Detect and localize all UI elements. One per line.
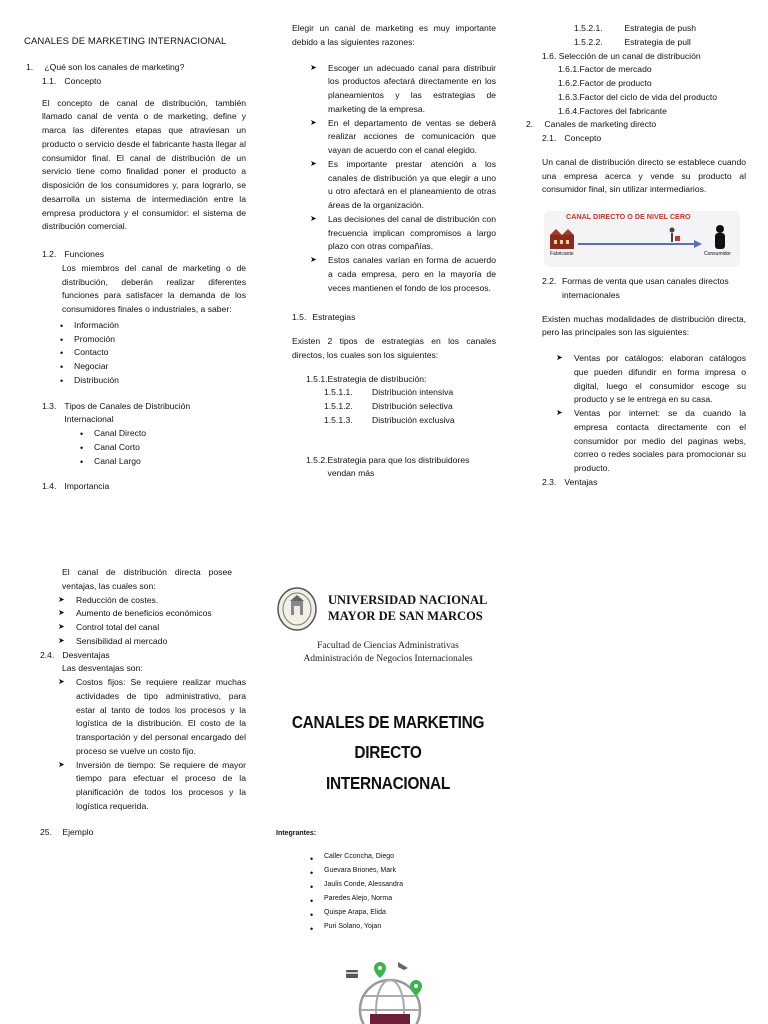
cover-title-line2: DIRECTO (354, 742, 422, 763)
list-item: • Información (60, 319, 246, 333)
heading-2-5-num: 25. (40, 826, 52, 837)
list-item-num: 1.5.1.2. (324, 401, 353, 411)
list-item-num: 1.6.1. (558, 64, 580, 75)
ventajas-intro: El canal de distribución directa posee ventajas, las cuales son: (62, 567, 232, 591)
channel-arrowhead (694, 240, 702, 248)
tipos-list (24, 427, 246, 468)
list-item: ➤ En el departamento de ventas se deberá realizar acciones de comunicación que vayan de acuerdo con el canal elegido. (308, 117, 496, 158)
heading-2-4-num: 2.4. (40, 649, 55, 660)
list-item: ➤ Costos fijos: Se requiere realizar muchas actividades de tipo administrativo, para estar al tanto de todos los procesos y la logística de la distribución. El costo de la transportación y del personal encargado del proceso se vuelve un costo fijo. (56, 676, 246, 759)
heading-1-4-num: 1.4. (42, 481, 57, 492)
university-line1: UNIVERSIDAD NACIONAL (328, 593, 488, 608)
list-item-num: 1.6.2. (558, 78, 580, 88)
concepto-paragraph: El concepto de canal de distribución, también llamado canal de venta o de marketing, define y marca las diferentes etapas que atraviesan un producto o servicio desde el fabricante hasta llegar al consumidor final. El canal de distribución de un servicio tiene como finalidad poner el producto a disposición de los consumidores y, para lograrlo, se desarrolla un sistema de intermediación entre la empresa productora y el consumidor: el sistema de distribución comercial. (42, 97, 246, 232)
list-item (324, 386, 496, 400)
global-trade-icon (340, 960, 440, 1024)
list-item: ➤ Control total del canal (56, 621, 246, 635)
list-item (558, 77, 746, 91)
member-item: • Paredes Alejo, Norma (310, 892, 510, 906)
member-item: • Guevara Briones, Mark (310, 864, 510, 878)
heading-1 (24, 61, 246, 75)
heading-2-num: 2. (526, 119, 534, 130)
heading-1-5-1-title: Estrategia de distribución: (327, 373, 427, 384)
list-item: • Contacto (60, 346, 246, 360)
heading-2-4 (40, 649, 246, 663)
distribucion-list (292, 386, 496, 427)
heading-1-3-title: Tipos de Canales de Distribución Internacional (64, 400, 191, 425)
list-item: • Canal Directo (80, 427, 246, 441)
member-item: • Caller Cconcha, Diego (310, 850, 510, 864)
university-line2: MAYOR DE SAN MARCOS (328, 609, 483, 623)
list-item: ➤ Es importante prestar atención a los canales de distribución ya que elegir a uno u otro afectará en el planeamiento de otras áreas de la organización. (308, 158, 496, 213)
heading-2 (524, 118, 746, 132)
list-item-num: 1.5.1.1. (324, 387, 353, 398)
list-item-num: 1.5.1.3. (324, 414, 353, 425)
members-label: Integrantes: (276, 830, 317, 838)
bottom-left-column (40, 566, 246, 839)
canal-directo-figure (544, 211, 740, 267)
heading-2-5 (40, 826, 246, 840)
heading-1-5-2 (292, 454, 496, 482)
heading-1-2-num: 1.2. (42, 249, 57, 260)
list-item (324, 400, 496, 414)
cover-panel (266, 586, 510, 1024)
heading-1-2 (24, 248, 246, 262)
heading-1-3 (24, 400, 246, 428)
heading-1-5-title: Estrategias (312, 312, 356, 323)
list-item: ➤ Reducción de costes. (56, 594, 246, 608)
heading-1-4-title: Importancia (64, 481, 110, 492)
heading-1-4 (24, 480, 246, 494)
list-item: ➤ Las decisiones del canal de distribución con frecuencia implican compromisos a largo plazo con otras compañías. (308, 213, 496, 254)
list-item-label: Distribución exclusiva (372, 414, 455, 425)
directo-paragraph: Un canal de distribución directo se establece cuando una empresa acerca y vende su producto al consumidor final, sin utilizar intermediarios. (542, 156, 746, 195)
heading-2-title: Canales de marketing directo (544, 119, 657, 130)
member-item: • Puri Solano, Yojan (310, 920, 510, 934)
heading-1-5-1 (292, 373, 496, 387)
heading-2-1-title: Concepto (564, 133, 602, 143)
list-item: • Promoción (60, 333, 246, 347)
strategy-push-label: Estrategia de push (624, 23, 697, 33)
heading-2-3-num: 2.3. (542, 476, 557, 487)
heading-1-5-num: 1.5. (292, 312, 307, 323)
cover-title-line1: CANALES DE MARKETING (291, 711, 485, 732)
heading-1-1-num: 1.1. (42, 75, 57, 86)
strategy-push-num: 1.5.2.1. (574, 23, 603, 33)
heading-2-2-num: 2.2. (542, 276, 557, 286)
heading-1-6-num: 1.6. (542, 50, 557, 61)
list-item: • Distribución (60, 374, 246, 388)
figure-right-label: Consumidor (704, 251, 731, 257)
list-item (558, 105, 746, 119)
heading-2-3 (524, 476, 746, 490)
heading-1-title: ¿Qué son los canales de marketing? (44, 62, 185, 73)
left-column (24, 34, 246, 494)
heading-2-4-title: Desventajas (62, 649, 110, 660)
list-item: ➤ Escoger un adecuado canal para distribuir los productos afectará directamente en los planeamientos y las estrategias de marketing de la empresa. (308, 62, 496, 117)
list-item-label: Factores del fabricante (579, 105, 667, 116)
list-item-label: Factor de mercado (579, 64, 652, 75)
delivery-person-icon (670, 228, 681, 243)
reasons-list (292, 62, 496, 296)
member-item: • Quispe Arapa, Elida (310, 906, 510, 920)
list-item (558, 63, 746, 77)
formas-list (524, 352, 746, 476)
heading-2-3-title: Ventajas (564, 476, 598, 487)
heading-1-num: 1. (26, 62, 34, 73)
desventajas-intro: Las desventajas son: (62, 663, 143, 674)
heading-1-2-title: Funciones (64, 249, 105, 260)
list-item: ➤ Aumento de beneficios económicos (56, 607, 246, 621)
heading-2-5-title: Ejemplo (62, 826, 94, 837)
ventajas-list (40, 594, 246, 649)
estrategias-paragraph: Existen 2 tipos de estrategias en los canales directos, los cuales son los siguientes: (292, 336, 496, 360)
list-item: • Canal Corto (80, 441, 246, 455)
figure-title: CANAL DIRECTO O DE NIVEL CERO (566, 212, 691, 221)
heading-2-1-num: 2.1. (542, 133, 557, 143)
list-item: ➤ Ventas por internet: se da cuando la empresa contacta directamente con el consumidor por medio del paginas webs, correo o redes sociales para promocionar su producto. (554, 407, 746, 476)
importancia-intro: Elegir un canal de marketing es muy importante debido a las siguientes razones: (292, 23, 496, 47)
list-item: ➤ Estos canales varían en forma de acuerdo a cada empresa, pero en la mayoría de veces mantienen el fondo de los procesos. (308, 254, 496, 295)
heading-1-6-title: Selección de un canal de distribución (558, 50, 701, 61)
member-item: • Jaulis Conde, Alessandra (310, 878, 510, 892)
heading-1-1-title: Concepto (64, 75, 102, 86)
heading-2-2 (524, 275, 746, 303)
heading-1-5-1-num: 1.5.1. (306, 373, 328, 384)
heading-2-1 (524, 132, 746, 146)
figure-graphic (544, 211, 740, 267)
right-column (524, 22, 746, 490)
university-name (328, 593, 487, 624)
figure-left-label: Fabricante (550, 251, 574, 257)
program-name: Administración de Negocios Internacionales (303, 654, 473, 665)
heading-2-2-title: Formas de venta que usan canales directos internacionales (562, 276, 729, 300)
selection-list (524, 63, 746, 118)
desventajas-list (40, 676, 246, 814)
funciones-paragraph: Los miembros del canal de marketing o de distribución, deberán realizar diferentes funciones para satisfacer la demanda de los consumidores finales o industriales, a saber: (62, 262, 246, 315)
list-item: ➤ Inversión de tiempo: Se requiere de mayor tiempo para efectuar el proceso de la planificación de todos los procesos y la logística requerida. (56, 759, 246, 814)
university-seal-icon (276, 586, 318, 632)
funciones-list (24, 319, 246, 388)
middle-column (292, 22, 496, 481)
list-item: • Negociar (60, 360, 246, 374)
members-list (310, 850, 510, 934)
heading-1-1 (24, 75, 246, 89)
list-item-num: 1.6.3. (558, 91, 580, 102)
heading-1-6 (524, 50, 746, 64)
list-item: • Canal Largo (80, 455, 246, 469)
list-item-label: Distribución selectiva (372, 401, 453, 411)
heading-1-5-2-num: 1.5.2. (306, 454, 328, 465)
list-item-label: Factor de producto (579, 78, 652, 88)
cover-title-line3: INTERNACIONAL (325, 772, 451, 793)
list-item-label: Distribución intensiva (372, 387, 454, 398)
list-item-num: 1.6.4. (558, 105, 580, 116)
heading-1-3-num: 1.3. (42, 400, 57, 411)
strategy-pull-label: Estrategia de pull (624, 36, 691, 47)
left-title: CANALES DE MARKETING INTERNACIONAL (24, 36, 227, 47)
list-item: ➤ Sensibilidad al mercado (56, 635, 246, 649)
strategy-pull (524, 36, 746, 50)
factory-icon (550, 229, 574, 249)
strategy-pull-num: 1.5.2.2. (574, 36, 603, 47)
list-item-label: Factor del ciclo de vida del producto (579, 91, 718, 102)
list-item (324, 414, 496, 428)
formas-paragraph: Existen muchas modalidades de distribución directa, pero las principales son las siguientes: (542, 313, 746, 338)
university-header (276, 586, 510, 632)
heading-1-5 (292, 311, 496, 325)
strategy-push (524, 22, 746, 36)
list-item: ➤ Ventas por catálogos: elaboran catálogos que pueden difundir en forma impresa o digital, luego el consumidor escoge su producto y se le entrega en su casa. (554, 352, 746, 407)
faculty-name: Facultad de Ciencias Administrativas (317, 641, 459, 651)
heading-1-5-2-title: Estrategia para que los distribuidores vendan más (327, 454, 470, 479)
list-item (558, 91, 746, 105)
consumer-icon (715, 225, 725, 249)
cover-title (281, 707, 496, 799)
